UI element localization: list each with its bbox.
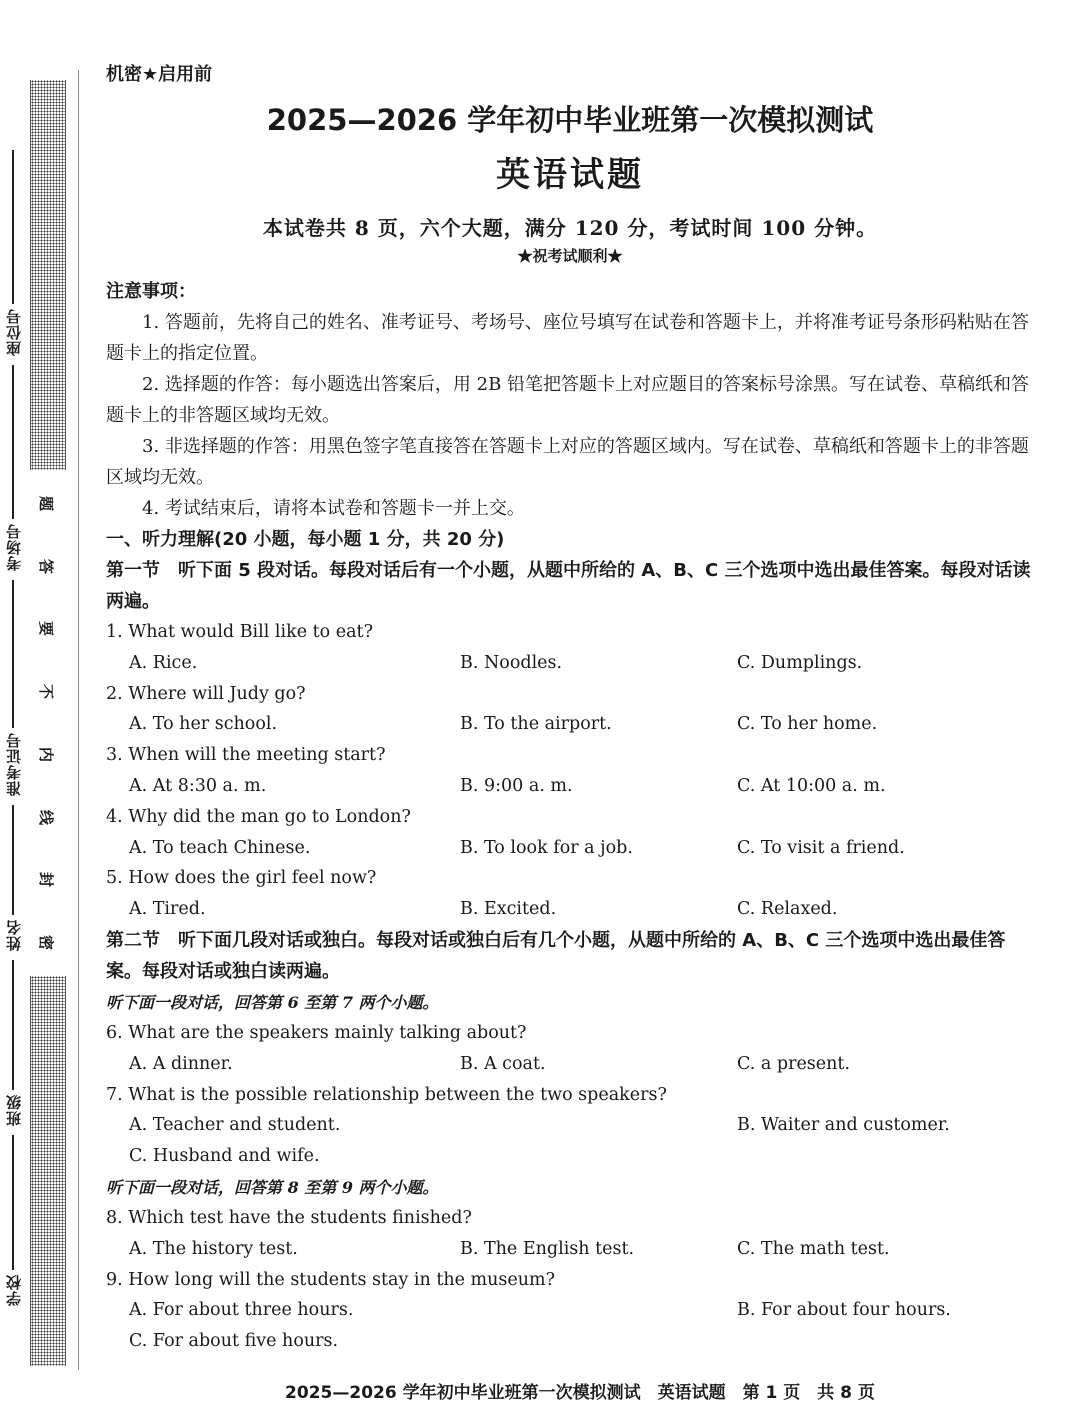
option-b: B. Excited. <box>460 899 557 920</box>
option-a: A. To teach Chinese. <box>129 837 311 858</box>
exam-info: 本试卷共 8 页，六个大题，满分 120 分，考试时间 100 分钟。 <box>262 216 878 240</box>
section-2-instructions: 第二节 听下面几段对话或独白。每段对话或独白后有几个小题，从题中所给的 A、B、C 三个选项中选出最佳答案。每段对话或独白读两遍。 <box>106 929 1006 982</box>
question-3-options <box>106 771 1034 802</box>
name-label: 姓名 <box>4 919 23 951</box>
confidential-mark: 机密★启用前 <box>106 64 213 85</box>
seal-char: 密 <box>37 935 56 951</box>
option-b: B. A coat. <box>460 1053 546 1074</box>
exam-subtitle: 英语试题 <box>496 155 644 195</box>
option-c: C. The math test. <box>737 1238 890 1259</box>
question-2-options <box>106 709 1034 740</box>
seat-number-label: 座位号 <box>4 308 23 356</box>
margin-divider <box>78 70 79 1370</box>
exam-room-field[interactable] <box>0 365 26 575</box>
school-line <box>12 1135 14 1270</box>
class-line <box>12 960 14 1090</box>
option-c: C. Dumplings. <box>737 652 863 673</box>
dotted-strip-top <box>30 80 66 470</box>
class-field[interactable] <box>0 960 26 1130</box>
option-a: A. Rice. <box>129 652 198 673</box>
exam-title: 2025—2026 学年初中毕业班第一次模拟测试 <box>266 103 874 137</box>
question-4: 4. Why did the man go to London? <box>106 806 411 827</box>
question-4-options <box>106 833 1034 864</box>
option-c: C. Husband and wife. <box>129 1146 320 1167</box>
option-a: A. At 8:30 a. m. <box>129 775 267 796</box>
exam-page <box>106 60 1034 1357</box>
question-5-options <box>106 894 1034 925</box>
option-b: B. To the airport. <box>460 714 612 735</box>
option-b: B. For about four hours. <box>737 1300 951 1321</box>
note-item: 4. 考试结束后，请将本试卷和答题卡一并上交。 <box>142 498 525 519</box>
seal-char: 内 <box>37 746 56 762</box>
question-1: 1. What would Bill like to eat? <box>106 622 373 642</box>
option-c: C. At 10:00 a. m. <box>737 775 886 796</box>
class-label: 班级 <box>4 1094 23 1126</box>
admission-number-line <box>12 580 14 728</box>
option-c: C. For about five hours. <box>129 1331 339 1352</box>
binding-margin <box>0 0 80 1420</box>
option-c: C. a present. <box>737 1053 851 1074</box>
seat-number-line <box>12 150 14 304</box>
listening-heading: 一、听力理解(20 小题，每小题 1 分，共 20 分) <box>106 529 505 550</box>
admission-number-field[interactable] <box>0 580 26 800</box>
name-line <box>12 805 14 915</box>
question-2: 2. Where will Judy go? <box>106 683 306 704</box>
option-b: B. 9:00 a. m. <box>460 775 573 796</box>
option-b: B. Waiter and customer. <box>737 1115 950 1136</box>
good-luck-line: ★祝考试顺利★ <box>517 247 623 265</box>
question-9: 9. How long will the students stay in the museum? <box>106 1269 556 1290</box>
note-item: 3. 非选择题的作答：用黑色签字笔直接答在答题卡上对应的答题区域内。写在试卷、草稿纸和答题卡上的非答题区域均无效。 <box>106 436 1029 488</box>
school-label: 学校 <box>4 1274 23 1306</box>
option-c: C. To her home. <box>737 714 878 735</box>
question-8: 8. Which test have the students finished? <box>106 1207 472 1228</box>
dialogue-hint-8-9: 听下面一段对话，回答第 8 至第 9 两个小题。 <box>106 1177 439 1197</box>
admission-number-label: 准考证号 <box>4 732 23 796</box>
school-field[interactable] <box>0 1135 26 1310</box>
seat-number-field[interactable] <box>0 150 26 360</box>
question-5: 5. How does the girl feel now? <box>106 868 377 889</box>
option-c: C. To visit a friend. <box>737 837 905 858</box>
page-footer: 2025—2026 学年初中毕业班第一次模拟测试 英语试题 第 1 页 共 8 页 <box>285 1383 875 1403</box>
question-7-options <box>106 1110 1034 1141</box>
option-a: A. For about three hours. <box>129 1300 354 1321</box>
seal-char: 要 <box>37 621 56 637</box>
option-b: B. The English test. <box>460 1238 635 1259</box>
seal-char: 题 <box>37 495 56 511</box>
note-item: 1. 答题前，先将自己的姓名、准考证号、考场号、座位号填写在试卷和答题卡上，并将准考证号条形码粘贴在答题卡上的指定位置。 <box>106 312 1029 364</box>
option-a: A. The history test. <box>129 1238 298 1259</box>
question-8-options <box>106 1234 1034 1265</box>
dotted-strip-bottom <box>30 976 66 1366</box>
question-1-options <box>106 648 1034 679</box>
notes-heading: 注意事项： <box>106 281 196 302</box>
option-c: C. Relaxed. <box>737 899 838 920</box>
note-item: 2. 选择题的作答：每小题选出答案后，用 2B 铅笔把答题卡上对应题目的答案标号涂黑。写在试卷、草稿纸和答题卡上的非答题区域均无效。 <box>106 374 1030 426</box>
option-b: B. Noodles. <box>460 652 563 673</box>
option-a: A. To her school. <box>129 714 278 735</box>
exam-room-line <box>12 365 14 519</box>
seal-line-text <box>30 472 64 974</box>
dialogue-hint-6-7: 听下面一段对话，回答第 6 至第 7 两个小题。 <box>106 992 439 1012</box>
seal-char: 答 <box>37 558 56 574</box>
option-a: A. Teacher and student. <box>129 1115 341 1136</box>
option-a: A. A dinner. <box>129 1053 233 1074</box>
seal-char: 封 <box>37 872 56 888</box>
section-1-instructions: 第一节 听下面 5 段对话。每段对话后有一个小题，从题中所给的 A、B、C 三个选项中选出最佳答案。每段对话读两遍。 <box>106 560 1031 612</box>
name-field[interactable] <box>0 805 26 955</box>
question-3: 3. When will the meeting start? <box>106 745 386 766</box>
seal-char: 不 <box>37 684 56 700</box>
exam-room-label: 考场号 <box>4 523 23 571</box>
question-7: 7. What is the possible relationship between the two speakers? <box>106 1084 667 1105</box>
question-9-options <box>106 1295 1034 1326</box>
question-6-options <box>106 1049 1034 1080</box>
option-a: A. Tired. <box>129 899 206 920</box>
option-b: B. To look for a job. <box>460 837 633 858</box>
seal-char: 线 <box>37 809 56 825</box>
question-6: 6. What are the speakers mainly talking about? <box>106 1022 527 1043</box>
